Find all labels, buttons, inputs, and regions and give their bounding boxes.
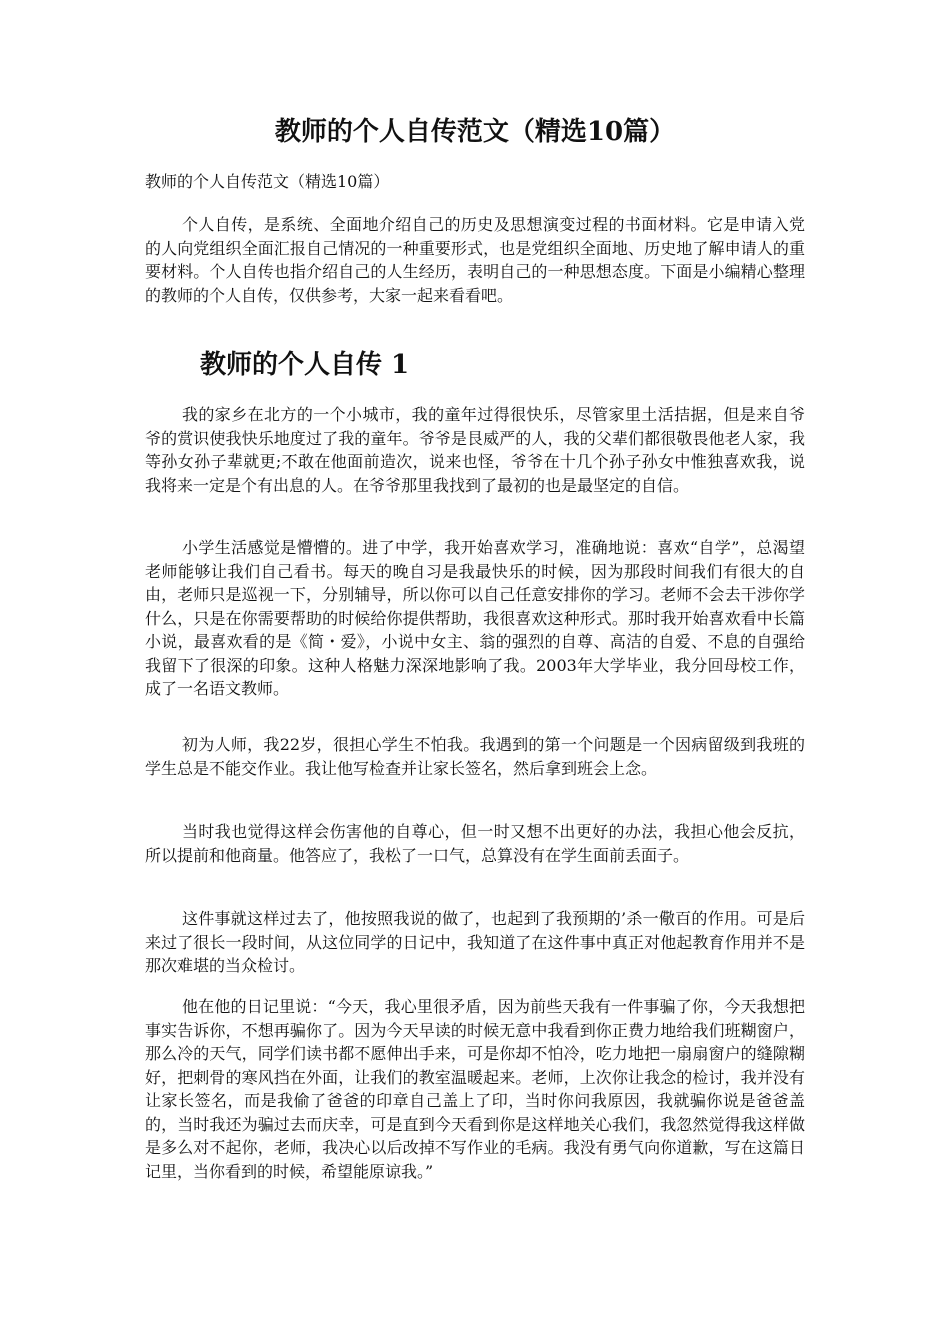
body-paragraph-4: 当时我也觉得这样会伤害他的自尊心，但一时又想不出更好的办法，我担心他会反抗，所以提前和他商量。他答应了，我松了一口气，总算没有在学生面前丢面子。 bbox=[145, 822, 805, 865]
intro-paragraph: 个人自传，是系统、全面地介绍自己的历史及思想演变过程的书面材料。它是申请入党的人向党组织全面汇报自己情况的一种重要形式，也是党组织全面地、历史地了解申请人的重要材料。个人自传也指介绍自己的人生经历，表明自己的一种思想态度。下面是小编精心整理的教师的个人自传，仅供参考，大家一起来看看吧。 bbox=[145, 215, 805, 305]
document-subtitle: 教师的个人自传范文（精选10篇） bbox=[145, 172, 390, 191]
body-paragraph-3: 初为人师，我22岁，很担心学生不怕我。我遇到的第一个问题是一个因病留级到我班的学生总是不能交作业。我让他写检查并让家长签名，然后拿到班会上念。 bbox=[145, 735, 805, 778]
body-paragraph-6: 他在他的日记里说：“今天，我心里很矛盾，因为前些天我有一件事骗了你，今天我想把事实告诉你，不想再骗你了。因为今天早读的时候无意中我看到你正费力地给我们班糊窗户，那么冷的天气，同学们读书都不愿伸出手来，可是你却不怕冷，吃力地把一扇扇窗户的缝隙糊好，把刺骨的寒风挡在外面，让我们的教室温暖起来。老师，上次你让我念的检讨，我并没有让家长签名，而是我偷了爸爸的印章自己盖上了印，当时你问我原因，我就骗你说是爸爸盖的，当时我还为骗过去而庆幸，可是直到今天看到你是这样地关心我们，我忽然觉得我这样做是多么对不起你，老师，我决心以后改掉不写作业的毛病。我没有勇气向你道歉，写在这篇日记里，当你看到的时候，希望能原谅我。” bbox=[145, 997, 805, 1181]
section-heading: 教师的个人自传 1 bbox=[200, 350, 410, 380]
document-title: 教师的个人自传范文（精选10篇） bbox=[274, 117, 676, 147]
body-paragraph-5: 这件事就这样过去了，他按照我说的做了，也起到了我预期的’杀一儆百的作用。可是后来过了很长一段时间，从这位同学的日记中，我知道了在这件事中真正对他起教育作用并不是那次难堪的当众检讨。 bbox=[145, 909, 805, 975]
body-paragraph-1: 我的家乡在北方的一个小城市，我的童年过得很快乐，尽管家里土活拮据，但是来自爷爷的赏识使我快乐地度过了我的童年。爷爷是艮威严的人，我的父辈们都很敬畏他老人家，我等孙女孙子辈就更;不敢在他面前造次，说来也怪，爷爷在十几个孙子孙女中惟独喜欢我，说我将来一定是个有出息的人。在爷爷那里我找到了最初的也是最坚定的自信。 bbox=[145, 405, 805, 495]
body-paragraph-2: 小学生活感觉是懵懵的。进了中学，我开始喜欢学习，准确地说：喜欢“自学”，总渴望老师能够让我们自己看书。每天的晚自习是我最快乐的时候，因为那段时间我们有很大的自由，老师只是巡视一下，分别辅导，所以你可以自己任意安排你的学习。老师不会去干涉你学什么，只是在你需要帮助的时候给你提供帮助，我很喜欢这种形式。那时我开始喜欢看中长篇小说，最喜欢看的是《简・爱》，小说中女主、翁的强烈的自尊、高洁的自爱、不息的自强给我留下了很深的印象。这种人格魅力深深地影响了我。2003年大学毕业，我分回母校工作，成了一名语文教师。 bbox=[145, 538, 805, 698]
